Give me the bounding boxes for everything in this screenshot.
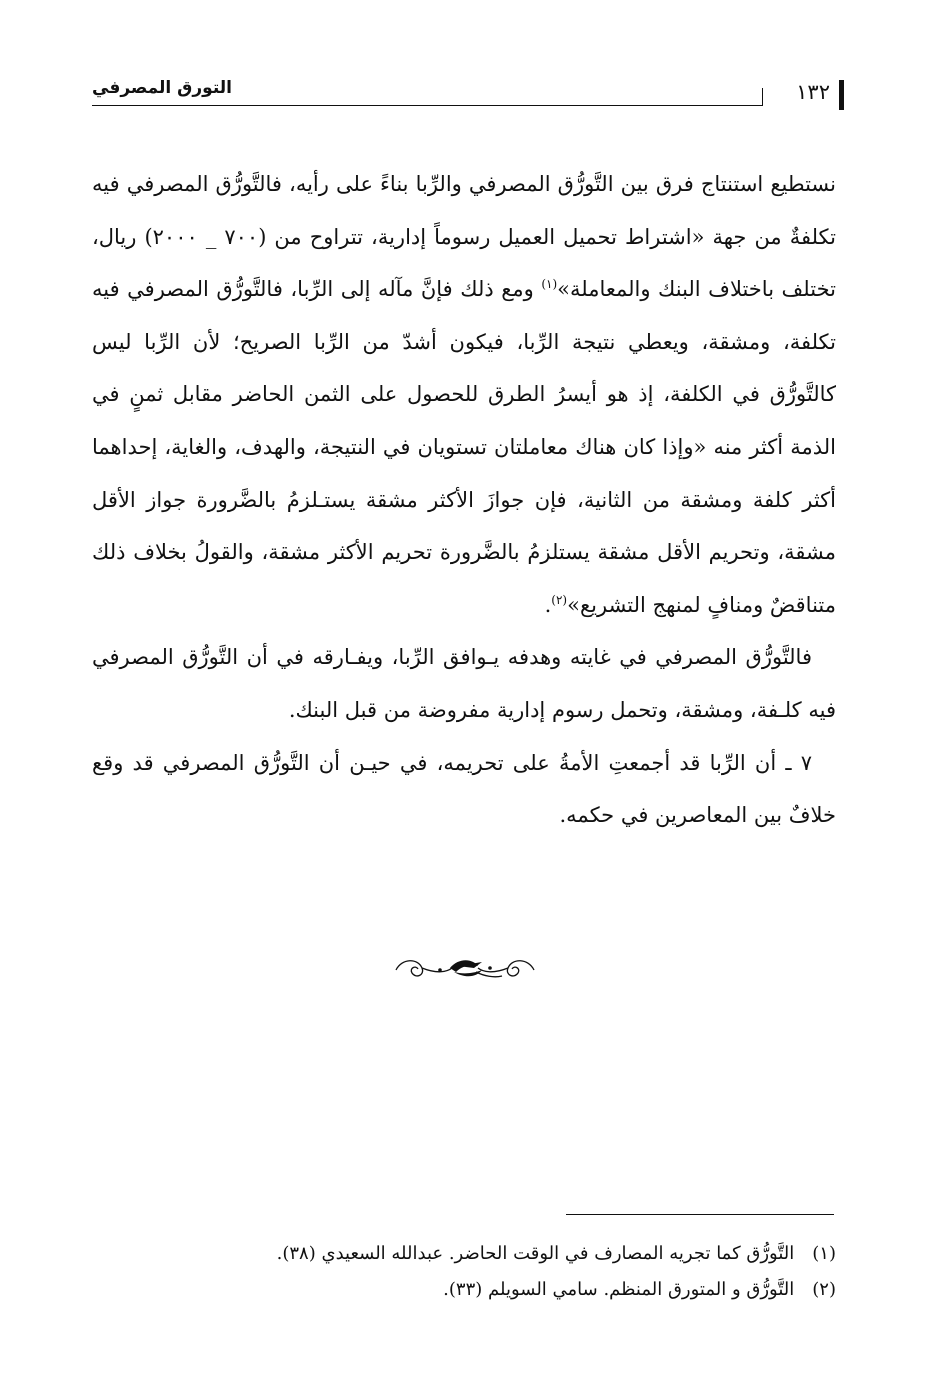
paragraph: فالتَّورُّق المصرفي في غايته وهدفه يـوافق الرِّبا، ويفـارقه في أن التَّورُّق المصرفي فيه كلـفة، ومشقة، وتحمل رسوم إدارية مفروضة من قبل البنك. [92, 645, 836, 722]
header-bar [839, 80, 844, 110]
header-rule-end [762, 88, 763, 106]
paragraph: ٧ ـ أن الرِّبا قد أجمعتِ الأمةُ على تحريمه، في حيـن أن التَّورُّق المصرفي قد وقع خلافٌ بين المعاصرين في حكمه. [92, 750, 836, 828]
footnote-text: التَّورُّق و المتورق المنظم. سامي السويلم (٣٣). [443, 1279, 795, 1300]
footnotes [100, 1236, 836, 1308]
body-text [92, 158, 836, 842]
header-rule [92, 105, 762, 106]
paragraph-text: نستطيع استنتاج فرق بين التَّورُّق المصرفي والرِّبا بناءً على رأيه، فالتَّورُّق المصرفي فيه تكلفةٌ من جهة «اشتراط تحميل العميل رسوماً إدارية، تتراوح من (٧٠٠ _ ٢٠٠٠) ريال، تختلف باختلاف البنك والمعاملة» [92, 172, 836, 302]
paragraph-text: ومع ذلك فإنَّ مآله إلى الرِّبا، فالتَّورُّق المصرفي فيه تكلفة، ومشقة، ويعطي نتيجة الرِّبا، فيكون أشدّ من الرِّبا الصريح؛ لأن الرِّبا ليس كالتَّورُّق في الكلفة، إذ هو أيسرُ الطرق للحصول على الثمن الحاضر مقابل ثمنٍ في الذمة أكثر منه «وإذا كان هناك معاملتان تستويان في النتيجة، والهدف، والغاية، إحداهما أكثر كلفة ومشقة من الثانية، فإن جوازَ الأكثر مشقة يستـلزمُ بالضَّرورة جواز الأقل مشقة، وتحريم الأقل مشقة يستلزمُ بالضَّرورة تحريم الأكثر مشقة، والقولُ بخلاف ذلك متناقضٌ ومنافٍ لمنهج التشريع» [92, 277, 836, 617]
floral-divider-icon [392, 948, 538, 988]
paragraph-text: . [544, 592, 552, 617]
footnote-number: (٢) [812, 1279, 836, 1300]
paragraph [92, 158, 836, 631]
footnote [100, 1272, 836, 1308]
footnote [100, 1236, 836, 1272]
footnote-ref: (٢) [551, 592, 568, 607]
footnote-separator [566, 1214, 834, 1215]
running-header [92, 76, 844, 116]
footnote-number: (١) [812, 1243, 836, 1264]
footnote-ref: (١) [541, 277, 558, 292]
running-title: التورق المصرفي [92, 78, 232, 98]
page-number: ١٣٢ [796, 80, 830, 104]
footnote-text: التَّورُّق كما تجريه المصارف في الوقت الحاضر. عبدالله السعيدي (٣٨). [276, 1243, 795, 1264]
